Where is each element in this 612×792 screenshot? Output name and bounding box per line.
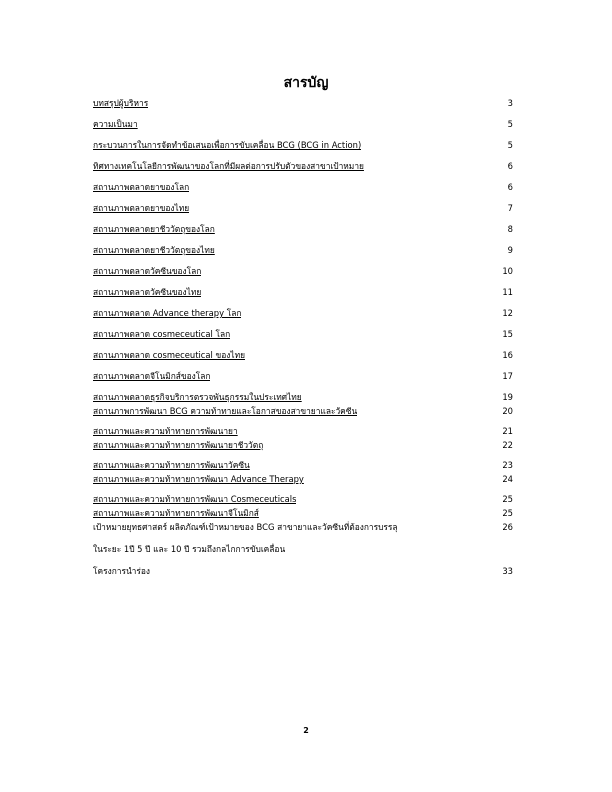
toc-entry-page: 5 bbox=[507, 119, 513, 129]
toc-entry-text: ความเป็นมา bbox=[93, 119, 138, 129]
toc-entry-page: 8 bbox=[507, 224, 513, 234]
toc-entry-page: 20 bbox=[502, 406, 513, 416]
toc-entry-page: 7 bbox=[507, 203, 513, 213]
toc-entry-page: 11 bbox=[502, 287, 513, 297]
toc-entry-page: 6 bbox=[507, 182, 513, 192]
toc-entry-text: สถานภาพตลาดยาของโลก bbox=[93, 182, 190, 192]
toc-entry-text: สถานภาพตลาดวัคซีนของไทย bbox=[93, 287, 202, 297]
toc-entry-text: สถานภาพตลาด cosmeceutical โลก bbox=[93, 329, 231, 339]
toc-entry-text: สถานภาพตลาด Advance therapy โลก bbox=[93, 308, 242, 318]
toc-entry-text: สถานภาพและความท้าทายการพัฒนายา bbox=[93, 426, 238, 436]
toc-entry[interactable] bbox=[93, 180, 513, 201]
toc-entry-page: 10 bbox=[502, 266, 513, 276]
toc-entry[interactable] bbox=[93, 472, 513, 492]
toc-entry-text: สถานภาพตลาดวัคซีนของโลก bbox=[93, 266, 202, 276]
table-of-contents bbox=[93, 96, 513, 586]
toc-entry-page: 6 bbox=[507, 161, 513, 171]
toc-entry-text: ทิศทางเทคโนโลยีการพัฒนาของโลกที่มีผลต่อการปรับตัวของสาขาเป้าหมาย bbox=[93, 161, 364, 171]
toc-entry-page: 9 bbox=[507, 245, 513, 255]
toc-entry[interactable] bbox=[93, 564, 513, 586]
toc-entry[interactable] bbox=[93, 201, 513, 222]
toc-entry[interactable] bbox=[93, 424, 513, 438]
toc-entry-text: สถานภาพตลาดยาชีววัตถุของโลก bbox=[93, 224, 215, 234]
toc-entry-text: เป้าหมายยุทธศาสตร์ ผลิตภัณฑ์เป้าหมายของ BCG สาขายาและวัคซีนที่ต้องการบรรลุ bbox=[93, 522, 398, 532]
toc-entry-text: ในระยะ 1ปี 5 ปี และ 10 ปี รวมถึงกลไกการขับเคลื่อน bbox=[93, 544, 286, 554]
toc-entry-page: 17 bbox=[502, 371, 513, 381]
toc-entry-page: 25 bbox=[502, 508, 513, 518]
toc-entry-text: สถานภาพตลาดธุรกิจบริการตรวจพันธุกรรมในประเทศไทย bbox=[93, 392, 302, 402]
toc-entry[interactable] bbox=[93, 369, 513, 390]
toc-entry-page: 33 bbox=[502, 566, 513, 576]
toc-entry-page: 12 bbox=[502, 308, 513, 318]
toc-entry-text: สถานภาพและความท้าทายการพัฒนา Cosmeceuticals bbox=[93, 494, 297, 504]
toc-entry[interactable] bbox=[93, 327, 513, 348]
toc-entry[interactable] bbox=[93, 264, 513, 285]
page-title: สารบัญ bbox=[283, 75, 329, 91]
toc-entry[interactable] bbox=[93, 458, 513, 472]
toc-entry-page: 3 bbox=[507, 98, 513, 108]
toc-entry-page: 15 bbox=[502, 329, 513, 339]
toc-entry-page: 22 bbox=[502, 440, 513, 450]
toc-entry[interactable] bbox=[93, 222, 513, 243]
toc-entry-page: 26 bbox=[502, 522, 513, 532]
toc-entry[interactable] bbox=[93, 117, 513, 138]
toc-entry[interactable] bbox=[93, 96, 513, 117]
toc-entry-text: สถานภาพการพัฒนา BCG ความท้าทายและโอกาสของสาขายาและวัคซีน bbox=[93, 406, 358, 416]
toc-entry-text: สถานภาพและความท้าทายการพัฒนา Advance Therapy bbox=[93, 474, 304, 484]
toc-entry-text: สถานภาพตลาดยาของไทย bbox=[93, 203, 190, 213]
toc-entry-text: สถานภาพตลาด cosmeceutical ของไทย bbox=[93, 350, 246, 360]
toc-entry-text: โครงการนำร่อง bbox=[93, 566, 151, 576]
toc-entry-text: สถานภาพและความท้าทายการพัฒนายาชีววัตถุ bbox=[93, 440, 264, 450]
toc-entry-text: สถานภาพและความท้าทายการพัฒนาวัคซีน bbox=[93, 460, 250, 470]
toc-entry[interactable] bbox=[93, 390, 513, 404]
toc-entry-text: สถานภาพตลาดจีโนมิกส์ของโลก bbox=[93, 371, 211, 381]
toc-entry[interactable] bbox=[93, 159, 513, 180]
toc-entry-page: 16 bbox=[502, 350, 513, 360]
toc-entry-text: สถานภาพและความท้าทายการพัฒนาจีโนมิกส์ bbox=[93, 508, 259, 518]
toc-entry-page: 21 bbox=[502, 426, 513, 436]
toc-entry[interactable] bbox=[93, 506, 513, 520]
toc-entry-page: 5 bbox=[507, 140, 513, 150]
toc-entry-text: กระบวนการในการจัดทำข้อเสนอเพื่อการขับเคลื่อน BCG (BCG in Action) bbox=[93, 140, 362, 150]
footer-page-number: 2 bbox=[303, 726, 309, 735]
toc-entry[interactable] bbox=[93, 438, 513, 458]
toc-entry[interactable] bbox=[93, 542, 513, 564]
toc-entry-page: 19 bbox=[502, 392, 513, 402]
toc-entry-page: 25 bbox=[502, 494, 513, 504]
toc-entry[interactable] bbox=[93, 404, 513, 424]
toc-entry-text: บทสรุปผู้บริหาร bbox=[93, 98, 149, 108]
toc-entry[interactable] bbox=[93, 138, 513, 159]
toc-entry[interactable] bbox=[93, 492, 513, 506]
toc-entry[interactable] bbox=[93, 285, 513, 306]
toc-entry[interactable] bbox=[93, 243, 513, 264]
toc-entry-text: สถานภาพตลาดยาชีววัตถุของไทย bbox=[93, 245, 215, 255]
toc-entry-page: 23 bbox=[502, 460, 513, 470]
toc-entry-page: 24 bbox=[502, 474, 513, 484]
toc-entry[interactable] bbox=[93, 348, 513, 369]
toc-entry[interactable] bbox=[93, 520, 513, 542]
toc-entry[interactable] bbox=[93, 306, 513, 327]
